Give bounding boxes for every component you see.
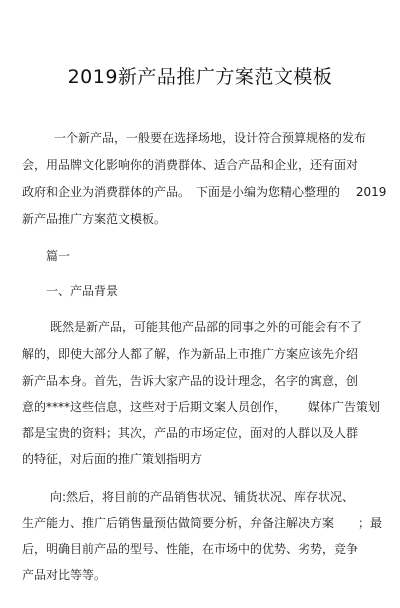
paragraph-2-line-4: 产品对比等等。 (22, 568, 107, 582)
paragraph-2-line-1: 向:然后，将目前的产品销售状况、铺货状况、库存状况、 (50, 490, 355, 504)
paragraph-1-line-2: 解的，即使大部分人都了解，作为新品上市推广方案应该先介绍 (22, 347, 359, 361)
paragraph-1-line-5: 都是宝贵的资料；其次，产品的市场定位，面对的人群以及人群 (22, 426, 359, 440)
paragraph-1-line-1: 既然是新产品，可能其他产品部的同事之外的可能会有不了 (50, 320, 363, 334)
paragraph-1-line-3: 新产品本身。首先，告诉大家产品的设计理念，名字的寓意，创 (22, 374, 359, 388)
document-title: 2019新产品推广方案范文模板 (67, 66, 333, 88)
intro-line-4: 新产品推广方案范文模板。 (22, 212, 167, 226)
section-label: 篇一 (46, 249, 71, 263)
paragraph-1-line-4: 意的****这些信息，这些对于后期文案人员创作， 媒体广告策划 (22, 400, 380, 414)
paragraph-1-line-6: 的特征，对后面的推广策划指明方 (22, 452, 203, 466)
section-heading: 一、产品背景 (46, 284, 119, 298)
intro-line-1: 一个新产品，一般要在选择场地，设计符合预算规格的发布 (54, 131, 367, 145)
intro-line-2: 会，用品牌文化影响你的消费群体、适合产品和企业，还有面对 (22, 158, 359, 172)
intro-line-3: 政府和企业为消费群体的产品。 下面是小编为您精心整理的 2019 (22, 185, 387, 199)
paragraph-2-line-3: 后，明确目前产品的型号、性能，在市场中的优势、劣势，竞争 (22, 542, 359, 556)
paragraph-2-line-2: 生产能力、推广后销售量预估做简要分析，弁备注解决方案 ；最 (22, 516, 383, 530)
